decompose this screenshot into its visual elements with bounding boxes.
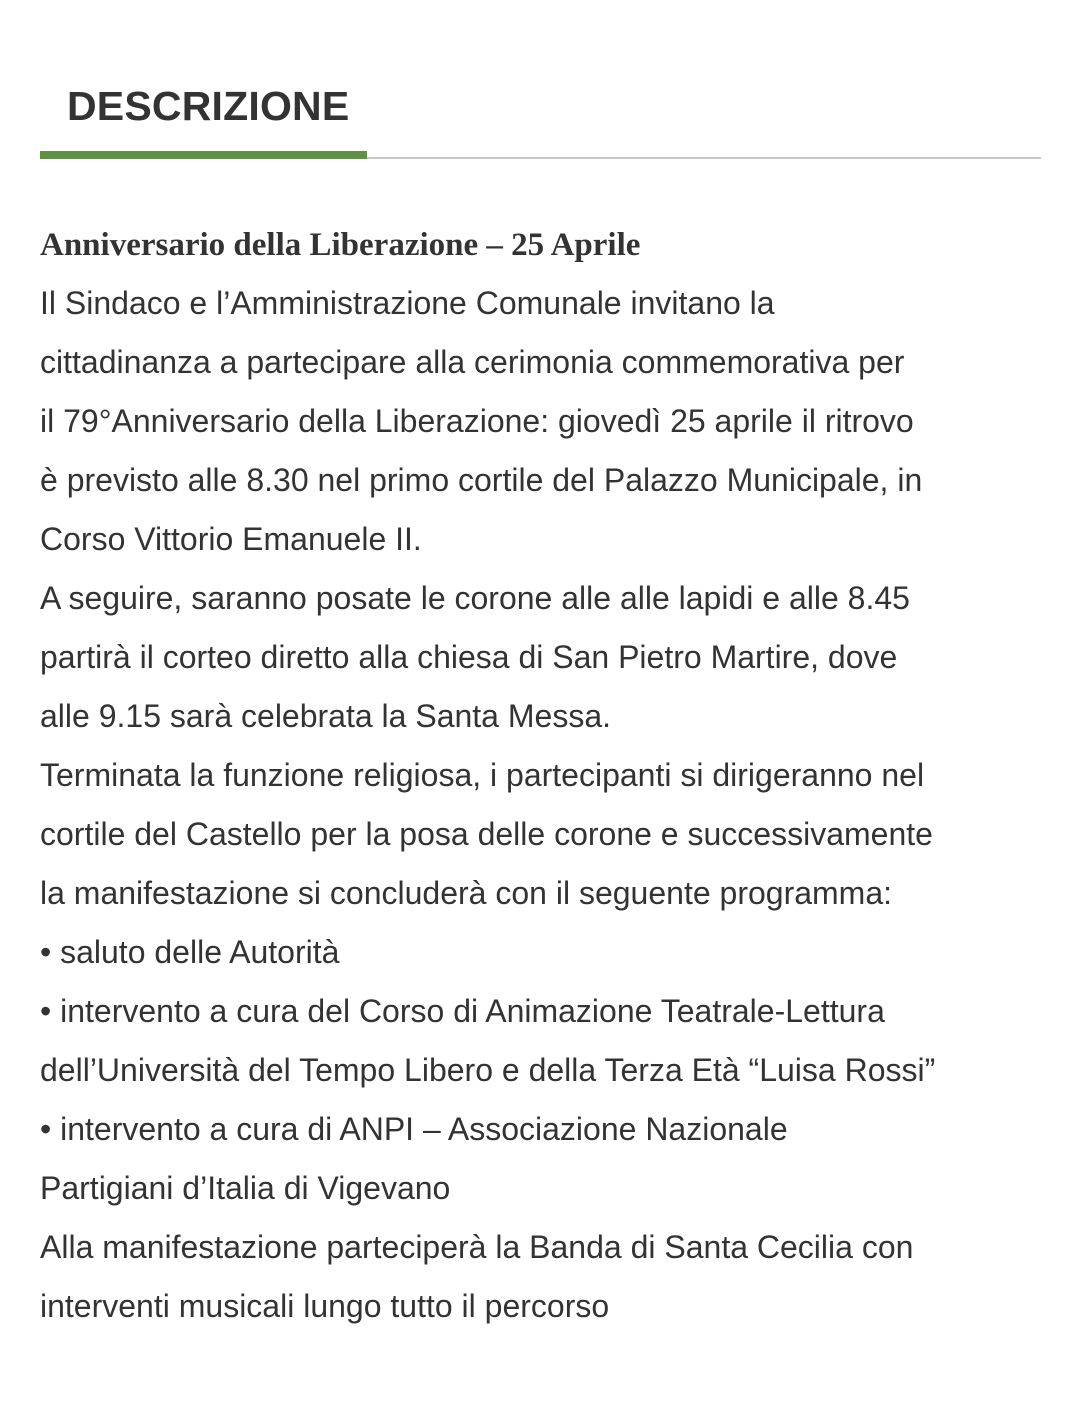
paragraph-line: Il Sindaco e l’Amministrazione Comunale invitano la xyxy=(40,285,775,321)
program-list-item: • saluto delle Autorità xyxy=(40,934,340,970)
paragraph-line: il 79°Anniversario della Liberazione: giovedì 25 aprile il ritrovo xyxy=(40,403,914,439)
paragraph-line: è previsto alle 8.30 nel primo cortile del Palazzo Municipale, in xyxy=(40,462,923,498)
paragraph-line: partirà il corteo diretto alla chiesa di San Pietro Martire, dove xyxy=(40,639,898,675)
paragraph-line: A seguire, saranno posate le corone alle alle lapidi e alle 8.45 xyxy=(40,580,910,616)
paragraph-line: Terminata la funzione religiosa, i partecipanti si dirigeranno nel xyxy=(40,757,925,793)
description-body xyxy=(40,216,1040,1336)
event-heading: Anniversario della Liberazione – 25 Aprile xyxy=(40,227,641,263)
program-list-item: • intervento a cura del Corso di Animazione Teatrale-Lettura xyxy=(40,993,885,1029)
paragraph-line: alle 9.15 sarà celebrata la Santa Messa. xyxy=(40,698,611,734)
program-list-item: • intervento a cura di ANPI – Associazione Nazionale xyxy=(40,1111,788,1147)
paragraph-line: cittadinanza a partecipare alla cerimonia commemorativa per xyxy=(40,344,905,380)
paragraph-line: interventi musicali lungo tutto il percorso xyxy=(40,1288,610,1324)
paragraph-line: Alla manifestazione parteciperà la Banda di Santa Cecilia con xyxy=(40,1229,914,1265)
paragraph-line: Corso Vittorio Emanuele II. xyxy=(40,521,422,557)
tab-header xyxy=(40,0,1041,162)
active-tab-indicator xyxy=(40,151,367,159)
tab-description[interactable]: DESCRIZIONE xyxy=(67,83,350,129)
paragraph-line: cortile del Castello per la posa delle corone e successivamente xyxy=(40,816,933,852)
paragraph-line: la manifestazione si concluderà con il seguente programma: xyxy=(40,875,893,911)
paragraph-line: Partigiani d’Italia di Vigevano xyxy=(40,1170,451,1206)
paragraph-line: dell’Università del Tempo Libero e della Terza Età “Luisa Rossi” xyxy=(40,1052,936,1088)
